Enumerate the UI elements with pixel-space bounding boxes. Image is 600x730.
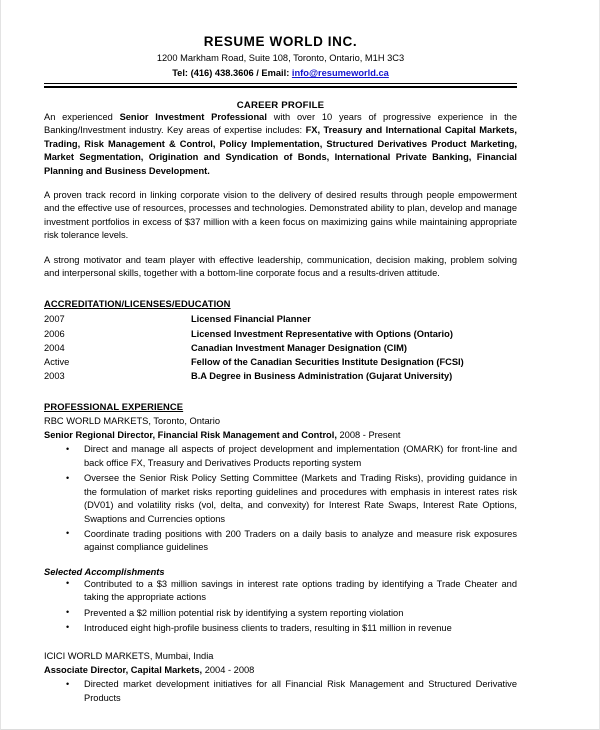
list-item: • Oversee the Senior Risk Policy Setting Committee (Markets and Trading Risks), providing guidance in the formulation of market risks reporting guidelines and procedures with emphasis in interest rates risk (DV01) and volatility risks (vol, delta, and convexity) for Interest Rate Swaps, Interest Rate Options, Swaptions and Currencies options <box>44 472 517 526</box>
job-dates: 2008 - Present <box>336 430 401 441</box>
profile-bold-1: Senior Investment Professional <box>119 112 267 122</box>
list-item: • Direct and manage all aspects of project development and implementation (OMARK) for front-line and back office FX, Treasury and Derivatives Products reporting system <box>44 443 517 470</box>
company-contact-line <box>44 66 517 80</box>
list-item: • Directed market development initiatives for all Financial Risk Management and Structured Derivative Products <box>44 678 517 705</box>
email-link[interactable]: info@resumeworld.ca <box>291 68 389 78</box>
accreditation-description: Licensed Financial Planner <box>191 314 311 325</box>
accreditation-description: B.A Degree in Business Administration (Gujarat University) <box>191 371 453 382</box>
letterhead <box>44 33 517 80</box>
accreditation-description: Licensed Investment Representative with Options (Ontario) <box>191 328 453 339</box>
job-entry-rbc <box>44 414 517 635</box>
accreditation-description: Fellow of the Canadian Securities Institute Designation (FCSI) <box>191 357 464 368</box>
list-item: • Introduced eight high-profile business clients to traders, resulting in $11 million in revenue <box>44 622 517 635</box>
accreditation-year: 2007 <box>44 314 65 325</box>
accreditation-table <box>44 312 517 383</box>
table-row <box>44 355 517 369</box>
accreditation-heading: ACCREDITATION/LICENSES/EDUCATION <box>44 298 231 310</box>
contact-tel-label: Tel: (416) 438.3606 / Email: <box>172 68 292 78</box>
career-profile-paragraph-2: A proven track record in linking corporate vision to the delivery of desired results through people empowerment and the effective use of resources, processes and technologies. Demonstrated ability to plan, develop and manage investment portfolios in excess of $37 million with a keen focus on maximizing gains while maintaining appropriate risk tolerance levels. <box>44 190 517 241</box>
job-role-title: Associate Director, Capital Markets, <box>44 665 203 676</box>
job-responsibilities-list <box>44 443 517 554</box>
table-row <box>44 369 517 383</box>
job-role-line <box>44 428 517 442</box>
job-entry-icici <box>44 649 517 705</box>
job-company-name: RBC WORLD MARKETS, Toronto, Ontario <box>44 416 221 427</box>
accreditation-year: 2003 <box>44 371 65 382</box>
table-row <box>44 341 517 355</box>
profile-text-2: with over 10 years of progressive experience in the Banking/Investment industry. Key areas of expertise includes: <box>44 112 517 136</box>
accreditation-year: 2006 <box>44 328 65 339</box>
accreditation-year: Active <box>44 357 70 368</box>
company-address: 1200 Markham Road, Suite 108, Toronto, Ontario, M1H 3C3 <box>156 53 405 63</box>
career-profile-paragraph-1 <box>44 111 517 178</box>
selected-accomplishments-heading: Selected Accomplishments <box>44 566 165 577</box>
list-item: • Prevented a $2 million potential risk by identifying a system reporting violation <box>44 607 517 620</box>
job-accomplishments-list <box>44 578 517 636</box>
job-responsibilities-list <box>44 678 517 705</box>
career-profile-heading: CAREER PROFILE <box>236 100 325 111</box>
professional-experience-heading: PROFESSIONAL EXPERIENCE <box>44 401 184 413</box>
profile-bold-2: FX, Treasury and International Capital Markets, Trading, Risk Management & Control, Policy Implementation, Structured Derivatives Product Marketing, Market Segmentation, Origination and Syndication of Bonds, International Private Banking, Financial Planning and Business Development. <box>44 125 517 176</box>
job-company-name: ICICI WORLD MARKETS, Mumbai, India <box>44 651 214 662</box>
job-role-title: Senior Regional Director, Financial Risk Management and Control, <box>44 430 337 441</box>
table-row <box>44 312 517 326</box>
letterhead-divider <box>44 83 517 89</box>
resume-content <box>44 33 517 705</box>
career-profile-paragraph-3: A strong motivator and team player with effective leadership, communication, decision making, problem solving and interpersonal skills, together with a bottom-line corporate focus and a results-driven attitude. <box>44 254 517 279</box>
accreditation-year: 2004 <box>44 342 65 353</box>
profile-text-1: An experienced <box>44 112 120 122</box>
accreditation-description: Canadian Investment Manager Designation (CIM) <box>191 342 407 353</box>
table-row <box>44 327 517 341</box>
list-item: • Coordinate trading positions with 200 Traders on a daily basis to analyze and measure risk exposures against compliance guidelines <box>44 528 517 555</box>
list-item: • Contributed to a $3 million savings in interest rate options trading by identifying a Trade Cheater and taking the appropriate actions <box>44 578 517 605</box>
job-role-line <box>44 663 517 677</box>
job-dates: 2004 - 2008 <box>202 665 255 676</box>
company-name: RESUME WORLD INC. <box>203 34 358 49</box>
